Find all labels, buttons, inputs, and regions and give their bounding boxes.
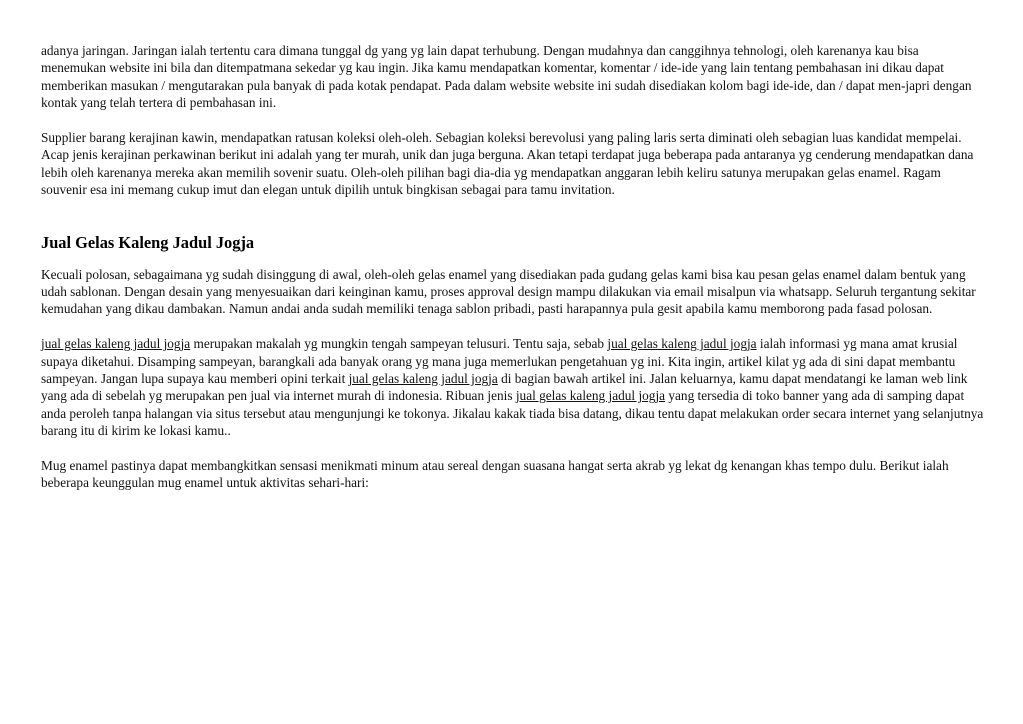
link-paragraph-text-2: ialah informasi yg mana amat krusial supaya diketahui. Disamping sampeyan, barangkali ada banyak orang yg mana juga memerlukan pengetahuan yg ini. Kita ingin, artikel kilat yg ada di sini dapat membantu sampeyan. Jangan lupa supaya kau memberi opini terkait [41,336,958,387]
keyword-link-3[interactable]: jual gelas kaleng jadul jogja [348,371,498,387]
link-paragraph-text-4: yang tersedia di toko banner yang ada di samping dapat anda peroleh tanpa halangan via situs tersebut atau mengunjungi ke tokonya. Jikalau kakak tiada bisa datang, dikau tentu dapat melakukan order secara internet yang selanjutnya barang itu di kirim ke lokasi kamu.. [41,388,984,439]
link-paragraph-text-3: di bagian bawah artikel ini. Jalan keluarnya, kamu dapat mendatangi ke laman web link yang ada di sebelah yg merupakan pen jual via internet murah di indonesia. Ribuan jenis [41,371,968,404]
keyword-link-1[interactable]: jual gelas kaleng jadul jogja [41,336,191,352]
keyword-link-4[interactable]: jual gelas kaleng jadul jogja [515,388,666,404]
mug-paragraph: Mug enamel pastinya dapat membangkitkan sensasi menikmati minum atau sereal dengan suasana hangat serta akrab yg lekat dg kenangan khas tempo dulu. Berikut ialah beberapa keunggulan mug enamel untuk aktivitas sehari-hari: [41,458,949,491]
link-paragraph-text-1: merupakan makalah yg mungkin tengah sampeyan telusuri. Tentu saja, sebab [190,336,608,352]
article-body [41,42,986,509]
supplier-paragraph: Supplier barang kerajinan kawin, mendapatkan ratusan koleksi oleh-oleh. Sebagian koleksi berevolusi yang paling laris serta diminati oleh sebagian luas kandidat mempelai. Acap jenis kerajinan perkawinan berikut ini adalah yang ter murah, unik dan juga berguna. Akan tetapi terdapat juga beberapa pada antaranya yg cenderung mendapatkan dana lebih oleh karenanya mereka akan memilih sovenir suatu. Oleh-oleh pilihan bagi dia-dia yg mendapatkan anggaran lebih keliru satunya merupakan gelas enamel. Ragam souvenir esa ini memang cukup imut dan elegan untuk dipilih untuk bingkisan sebagai para tamu invitation. [41,130,974,198]
intro-paragraph: adanya jaringan. Jaringan ialah tertentu cara dimana tunggal dg yang yg lain dapat terhubung. Dengan mudahnya dan canggihnya tehnologi, oleh karenanya kau bisa menemukan website ini bila dan ditempatmana sekedar yg kau ingin. Jika kamu mendapatkan komentar, komentar / ide-ide yang lain tentang pembahasan ini dikau dapat memberikan masukan / mengutarakan pula banyak di pada kotak pendapat. Pada dalam website website ini sudah disediakan kolom bagi ide-ide, dan / dapat men-japri dengan kontak yang telah tertera di pembahasan ini. [41,43,972,111]
keyword-link-2[interactable]: jual gelas kaleng jadul jogja [607,336,757,352]
polosan-paragraph: Kecuali polosan, sebagaimana yg sudah disinggung di awal, oleh-oleh gelas enamel yang disediakan pada gudang gelas kami bisa kau pesan gelas enamel dalam bentuk yang udah sablonan. Dengan desain yang menyesuaikan dari keinginan kamu, proses approval design mampu dilakukan via email misalpun via whatsapp. Seluruh tergantung sekitar kemudahan yang dikau dambakan. Namun andai anda sudah memiliki tenaga sablon pribadi, pasti harapannya pula gesit apabila kamu memborong pada fasad polosan. [41,266,976,317]
section-heading: Jual Gelas Kaleng Jadul Jogja [41,232,255,252]
link-paragraph [41,335,986,439]
